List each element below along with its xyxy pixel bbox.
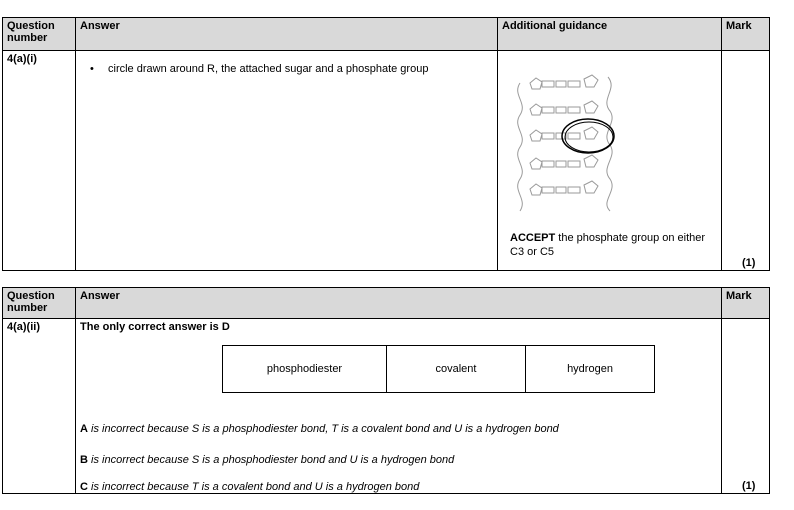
reason-a-letter: A (80, 423, 88, 435)
option-s: phosphodiester (223, 346, 387, 393)
reason-c-text: is incorrect because T is a covalent bond and U is a hydrogen bond (87, 481, 420, 493)
accept-text: the phosphate group on either C3 or C5 (510, 232, 706, 258)
header-question-number: Question number (3, 18, 76, 51)
reason-b-text: is incorrect because S is a phosphodiester bond and U is a hydrogen bond (87, 454, 455, 466)
mark-value: (1) (742, 480, 756, 492)
correct-answer: The only correct answer is D (80, 321, 230, 333)
answer-text: circle drawn around R, the attached sugar and a phosphate group (108, 63, 429, 75)
dna-structure-diagram (508, 65, 628, 215)
reason-c-letter: C (80, 481, 88, 493)
reason-a (80, 423, 559, 435)
answer-bullet (90, 63, 493, 75)
question-number: 4(a)(ii) (3, 319, 76, 494)
header-answer: Answer (76, 18, 498, 51)
header-additional-guidance: Additional guidance (498, 18, 722, 51)
mark-scheme-table-4ai (2, 17, 770, 271)
mark-cell (722, 319, 770, 494)
mark-cell (722, 51, 770, 271)
reason-b (80, 454, 454, 466)
header-question-number: Question number (3, 288, 76, 319)
answer-cell (76, 51, 498, 271)
question-number: 4(a)(i) (3, 51, 76, 271)
mark-value: (1) (742, 257, 756, 269)
header-mark: Mark (722, 288, 770, 319)
option-t: covalent (387, 346, 526, 393)
reason-b-letter: B (80, 454, 88, 466)
reason-a-text: is incorrect because S is a phosphodiester bond, T is a covalent bond and U is a hydrogen bond (87, 423, 559, 435)
accept-keyword: ACCEPT (510, 232, 556, 244)
bond-options-table (222, 345, 655, 393)
accept-guidance (510, 231, 710, 259)
header-answer: Answer (76, 288, 722, 319)
bullet-icon: • (90, 63, 94, 75)
option-u: hydrogen (526, 346, 655, 393)
reason-c (80, 481, 419, 493)
header-mark: Mark (722, 18, 770, 51)
mark-scheme-table-4aii (2, 287, 770, 494)
answer-cell (76, 319, 722, 494)
guidance-cell (498, 51, 722, 271)
